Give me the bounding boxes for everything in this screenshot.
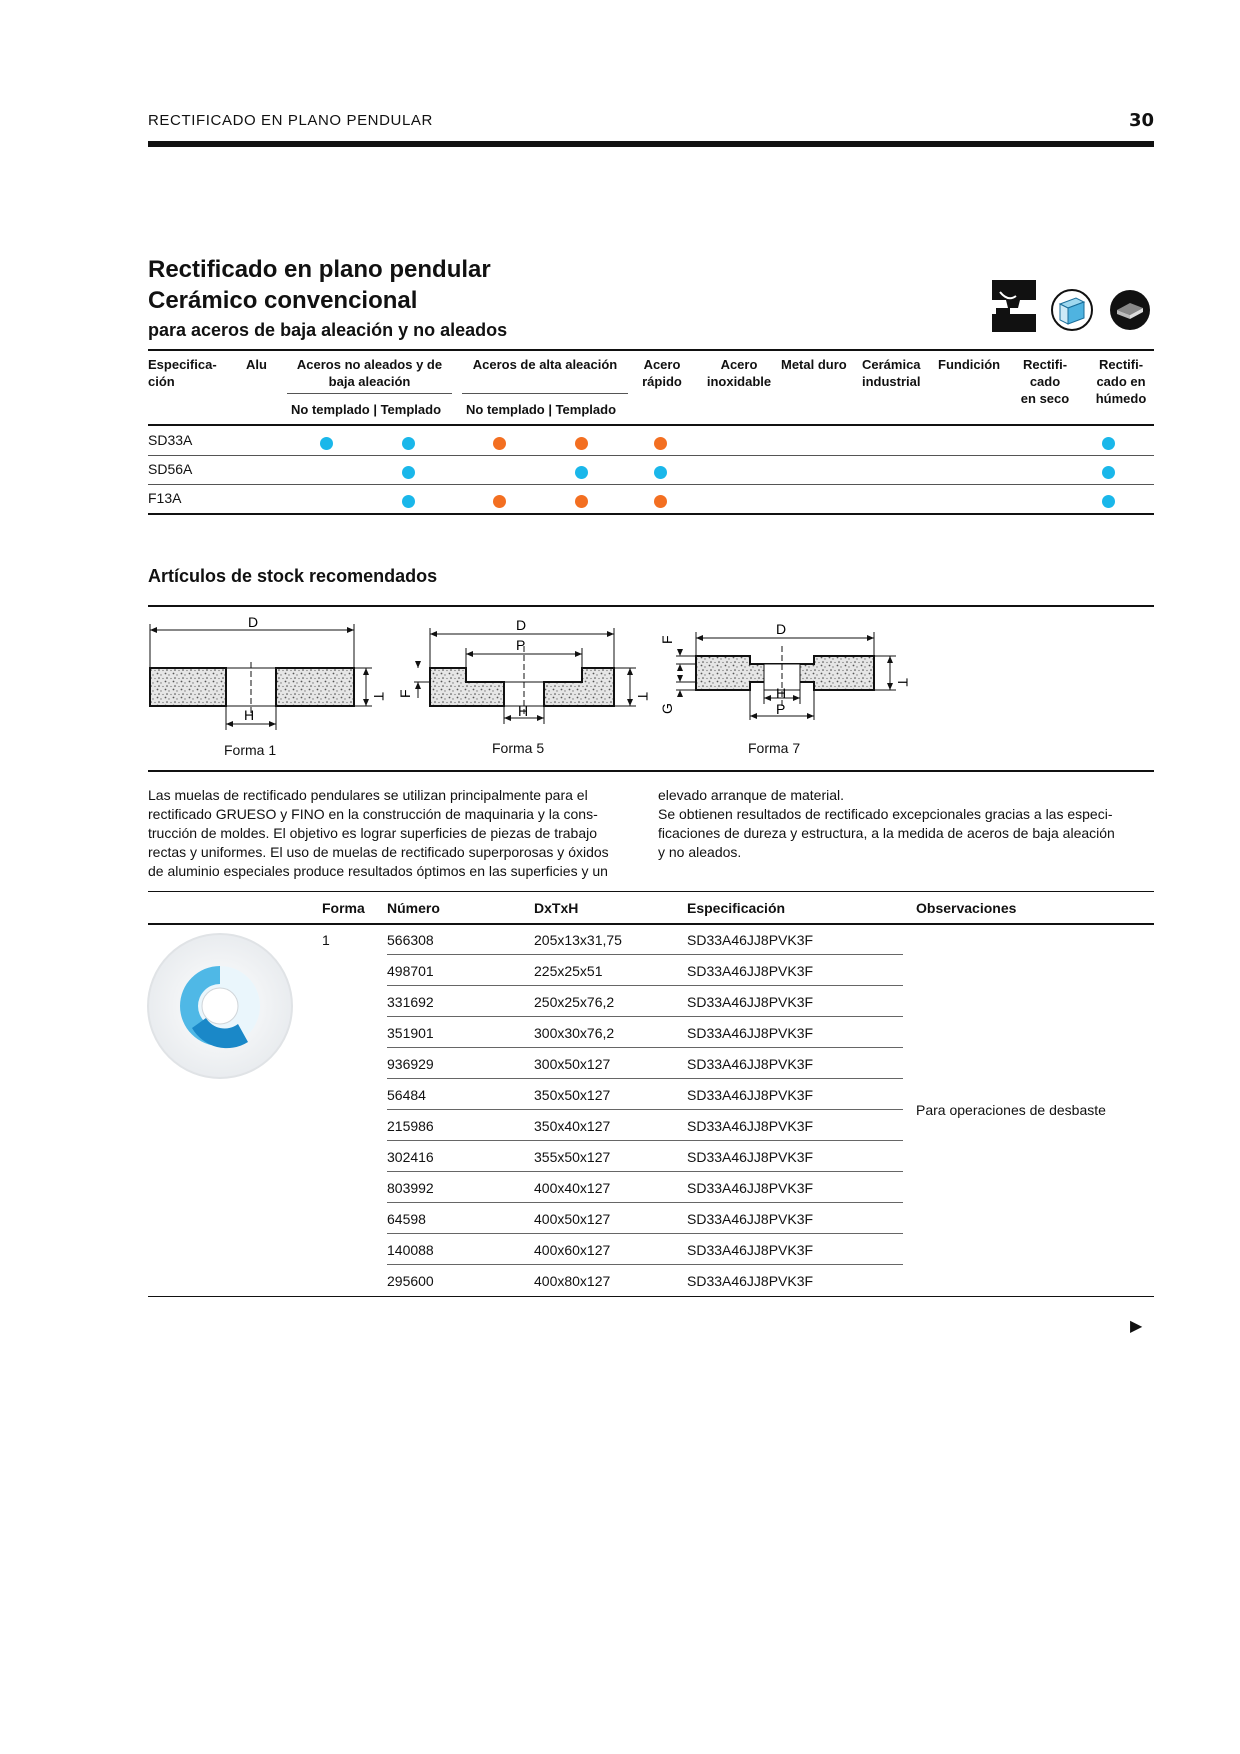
dim-label-h: H <box>776 685 787 701</box>
description-line: elevado arranque de material. <box>658 787 845 803</box>
col-header-spec: Especifica- ción <box>148 357 217 389</box>
stock-section-title: Artículos de stock recomendados <box>148 566 438 586</box>
stock-cell-numero: 215986 <box>387 1118 434 1134</box>
spec-table-bottom-rule <box>148 513 1154 515</box>
col-header-low-alloy: Aceros no aleados y de baja aleación <box>296 357 443 389</box>
spec-row-rule <box>148 455 1154 456</box>
col-header-spec: Especificación <box>687 900 786 916</box>
dim-label-d: D <box>248 614 259 630</box>
page-title-line2: Cerámico convencional <box>148 287 418 314</box>
stock-section-rule <box>148 605 1154 607</box>
spec-row-rule <box>148 484 1154 485</box>
stock-row-rule <box>387 985 903 986</box>
spec-row-label: SD56A <box>148 461 193 477</box>
stock-table-header-rule <box>148 923 1154 925</box>
suitability-dot-orange <box>493 437 506 450</box>
description-line: rectificado GRUESO y FINO en la construcción de maquinaria y la cons- <box>148 806 598 822</box>
stock-row-rule <box>387 954 903 955</box>
suitability-dot-orange <box>493 495 506 508</box>
stock-row-rule <box>387 1047 903 1048</box>
suitability-dot-cyan <box>1102 495 1115 508</box>
stock-cell-dims: 350x50x127 <box>534 1087 611 1103</box>
stock-cell-dims: 350x40x127 <box>534 1118 611 1134</box>
stock-cell-spec: SD33A46JJ8PVK3F <box>687 1056 814 1072</box>
stock-cell-numero: 351901 <box>387 1025 434 1041</box>
dim-label-t: T <box>895 678 911 687</box>
stock-cell-spec: SD33A46JJ8PVK3F <box>687 963 814 979</box>
stock-cell-spec: SD33A46JJ8PVK3F <box>687 1242 814 1258</box>
page-subtitle: para aceros de baja aleación y no aleados <box>148 320 508 340</box>
description-line: ficaciones de dureza y estructura, a la medida de aceros de baja aleación <box>658 825 1115 841</box>
spec-table-header-rule <box>148 424 1154 426</box>
suitability-dot-orange <box>654 495 667 508</box>
stock-cell-spec: SD33A46JJ8PVK3F <box>687 932 814 948</box>
stock-cell-dims: 400x50x127 <box>534 1211 611 1227</box>
stock-table-top-rule <box>148 891 1154 892</box>
dim-label-p: P <box>516 637 526 653</box>
col-header-dry: Rectifi- cado en seco <box>1020 357 1070 406</box>
stock-cell-dims: 300x50x127 <box>534 1056 611 1072</box>
col-header-dims: DxTxH <box>534 900 579 916</box>
stock-cell-dims: 250x25x76,2 <box>534 994 615 1010</box>
diagram-bottom-rule <box>148 770 1154 772</box>
description-line: Se obtienen resultados de rectificado excepcionales gracias a las especi- <box>658 806 1113 822</box>
dim-label-f: F <box>397 689 413 698</box>
col-header-wet: Rectifi- cado en húmedo <box>1095 357 1147 406</box>
col-header-high-alloy-sub: No templado | Templado <box>466 402 617 417</box>
stock-cell-numero: 302416 <box>387 1149 434 1165</box>
stock-cell-numero: 295600 <box>387 1273 434 1289</box>
stock-cell-numero: 566308 <box>387 932 434 948</box>
stock-cell-spec: SD33A46JJ8PVK3F <box>687 994 814 1010</box>
page-number: 30 <box>1128 110 1154 131</box>
suitability-dot-orange <box>575 437 588 450</box>
stock-cell-dims: 400x60x127 <box>534 1242 611 1258</box>
suitability-dot-cyan <box>575 466 588 479</box>
stock-row-rule <box>387 1078 903 1079</box>
steel-profile-icon <box>1050 288 1094 332</box>
stock-row-rule <box>387 1171 903 1172</box>
surface-grinding-icon <box>990 278 1034 322</box>
col-header-carbide: Metal duro <box>781 357 847 372</box>
description-line: rectas y uniformes. El uso de muelas de rectificado superporosas y óxidos <box>148 844 609 860</box>
dim-label-f: F <box>659 635 675 644</box>
description-line: trucción de moldes. El objetivo es lograr superficies de piezas de trabajo <box>148 825 598 841</box>
description-line: Las muelas de rectificado pendulares se utilizan principalmente para el <box>148 787 588 803</box>
page-title: Rectificado en plano pendular <box>148 256 491 283</box>
observation-text: Para operaciones de desbaste <box>916 1102 1106 1118</box>
suitability-dot-orange <box>575 495 588 508</box>
col-header-ceramic: Cerámica industrial <box>862 357 921 389</box>
stock-cell-spec: SD33A46JJ8PVK3F <box>687 1211 814 1227</box>
col-header-numero: Número <box>387 900 440 916</box>
col-header-alu: Alu <box>246 357 267 372</box>
stock-cell-dims: 300x30x76,2 <box>534 1025 615 1041</box>
col-header-casting: Fundición <box>938 357 1001 372</box>
play-arrow-icon[interactable]: ▶ <box>1130 1318 1143 1335</box>
stock-cell-dims: 400x80x127 <box>534 1273 611 1289</box>
stock-cell-spec: SD33A46JJ8PVK3F <box>687 1118 814 1134</box>
stock-cell-dims: 205x13x31,75 <box>534 932 622 948</box>
dim-label-t: T <box>371 692 387 701</box>
stock-cell-spec: SD33A46JJ8PVK3F <box>687 1273 814 1289</box>
stock-cell-numero: 498701 <box>387 963 434 979</box>
forma-1-caption: Forma 1 <box>224 742 277 758</box>
dim-label-h: H <box>244 707 255 723</box>
stock-cell-spec: SD33A46JJ8PVK3F <box>687 1087 814 1103</box>
stock-cell-spec: SD33A46JJ8PVK3F <box>687 1149 814 1165</box>
suitability-dot-cyan <box>402 437 415 450</box>
suitability-dot-cyan <box>320 437 333 450</box>
spec-row-label: F13A <box>148 490 182 506</box>
dim-label-h: H <box>518 703 529 719</box>
dim-label-d: D <box>776 621 787 637</box>
running-header: RECTIFICADO EN PLANO PENDULAR <box>148 112 433 129</box>
suitability-dot-cyan <box>402 466 415 479</box>
description-right <box>658 786 1154 862</box>
dim-label-p: P <box>776 701 786 717</box>
col-header-hss: Acero rápido <box>642 357 682 389</box>
col-header-low-alloy-sub: No templado | Templado <box>291 402 442 417</box>
dim-label-g: G <box>659 703 675 714</box>
header-rule <box>148 141 1154 147</box>
forma-7-caption: Forma 7 <box>748 740 801 756</box>
stock-cell-numero: 936929 <box>387 1056 434 1072</box>
suitability-dot-cyan <box>1102 466 1115 479</box>
col-header-observaciones: Observaciones <box>916 900 1017 916</box>
forma-value: 1 <box>322 932 330 948</box>
high-alloy-subrule <box>462 393 628 394</box>
stock-row-rule <box>387 1233 903 1234</box>
suitability-dot-cyan <box>654 466 667 479</box>
stock-table-bottom-rule <box>148 1296 1154 1297</box>
forma-7-diagram <box>660 616 920 728</box>
stock-cell-spec: SD33A46JJ8PVK3F <box>687 1180 814 1196</box>
stock-cell-dims: 355x50x127 <box>534 1149 611 1165</box>
description-left <box>148 786 638 881</box>
dim-label-d: D <box>516 617 527 633</box>
description-line: y no aleados. <box>658 844 742 860</box>
suitability-dot-cyan <box>1102 437 1115 450</box>
forma-5-diagram <box>397 616 660 726</box>
stock-cell-numero: 56484 <box>387 1087 426 1103</box>
spec-table-top-rule <box>148 349 1154 351</box>
wheel-disc-icon <box>1108 288 1152 332</box>
description-line: de aluminio especiales produce resultados óptimos en las superficies y un <box>148 863 608 879</box>
stock-cell-numero: 64598 <box>387 1211 426 1227</box>
dim-label-t: T <box>635 692 651 701</box>
col-header-stainless: Acero inoxidable <box>706 357 772 389</box>
forma-1-diagram <box>140 616 400 726</box>
col-header-forma: Forma <box>322 900 365 916</box>
stock-cell-dims: 225x25x51 <box>534 963 603 979</box>
stock-row-rule <box>387 1016 903 1017</box>
suitability-dot-orange <box>654 437 667 450</box>
stock-row-rule <box>387 1140 903 1141</box>
stock-row-rule <box>387 1202 903 1203</box>
stock-cell-dims: 400x40x127 <box>534 1180 611 1196</box>
low-alloy-subrule <box>287 393 452 394</box>
stock-cell-numero: 803992 <box>387 1180 434 1196</box>
stock-row-rule <box>387 1264 903 1265</box>
stock-row-rule <box>387 1109 903 1110</box>
forma-5-caption: Forma 5 <box>492 740 545 756</box>
stock-cell-numero: 140088 <box>387 1242 434 1258</box>
col-header-high-alloy: Aceros de alta aleación <box>472 357 618 372</box>
spec-row-label: SD33A <box>148 432 193 448</box>
suitability-dot-cyan <box>402 495 415 508</box>
stock-cell-spec: SD33A46JJ8PVK3F <box>687 1025 814 1041</box>
stock-cell-numero: 331692 <box>387 994 434 1010</box>
grinding-wheel-image <box>146 932 294 1080</box>
